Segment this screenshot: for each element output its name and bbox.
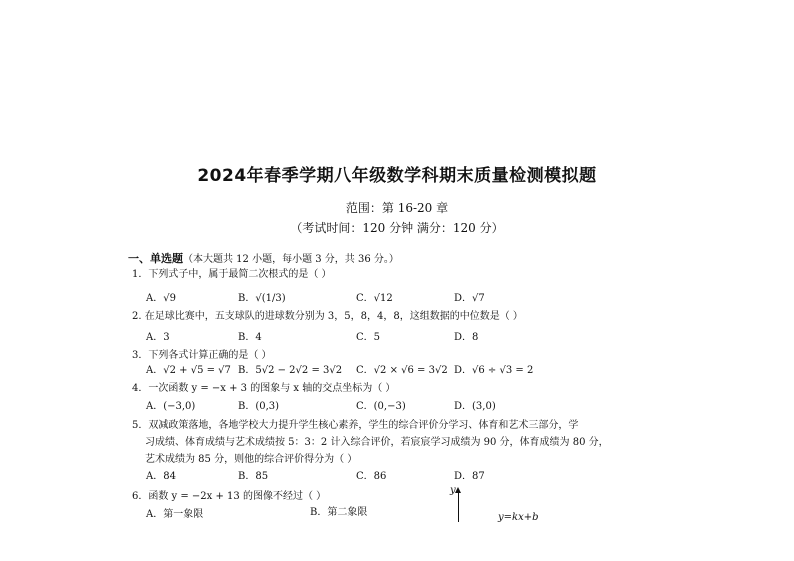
question-6-stem: 6．函数 y = −2x + 13 的图像不经过（ ） — [132, 491, 327, 502]
question-2-stem: 2. 在足球比赛中，五支球队的进球数分别为 3，5，8，4，8，这组数据的中位数是（ ） — [132, 311, 523, 322]
q1-option-a[interactable]: A．√9 — [146, 293, 176, 304]
q2-option-c[interactable]: C．5 — [356, 332, 381, 343]
q2-option-b[interactable]: B．4 — [238, 332, 262, 343]
q3-option-a[interactable]: A．√2 + √5 = √7 — [146, 365, 231, 376]
q5-option-a[interactable]: A．84 — [146, 471, 176, 482]
q3-option-d[interactable]: D．√6 ÷ √3 = 2 — [454, 365, 534, 376]
question-1-stem: 1．下列式子中，属于最简二次根式的是（ ） — [132, 269, 332, 280]
q4-option-c[interactable]: C．(0,−3) — [356, 401, 406, 412]
q6-option-a[interactable]: A．第一象限 — [146, 509, 204, 520]
y-axis-line — [458, 492, 459, 522]
q3-option-b[interactable]: B．5√2 − 2√2 = 3√2 — [238, 365, 343, 376]
q3-option-c[interactable]: C．√2 × √6 = 3√2 — [356, 365, 448, 376]
question-5-stem-line-1: 5．双减政策落地，各地学校大力提升学生核心素养，学生的综合评价分学习、体育和艺术三部分，学 — [132, 420, 579, 431]
line-equation-label: y=kx+b — [498, 512, 539, 523]
section-heading — [128, 250, 399, 266]
question-5-stem-line-3: 艺术成绩为 85 分，则他的综合评价得分为（ ） — [145, 454, 358, 465]
q6-option-b[interactable]: B．第二象限 — [310, 507, 368, 518]
q1-option-c[interactable]: C．√12 — [356, 293, 393, 304]
q4-option-d[interactable]: D．(3,0) — [454, 401, 496, 412]
q2-option-d[interactable]: D．8 — [454, 332, 479, 343]
y-axis-label: y — [450, 485, 456, 496]
q4-option-a[interactable]: A．(−3,0) — [146, 401, 196, 412]
q4-option-b[interactable]: B．(0,3) — [238, 401, 280, 412]
section-note: （本大题共 12 小题，每小题 3 分，共 36 分。） — [183, 254, 399, 265]
exam-scope: 范围：第 16-20 章 — [345, 201, 449, 215]
exam-info: （考试时间：120 分钟 满分：120 分） — [290, 221, 504, 235]
q1-option-b[interactable]: B．√(1/3) — [238, 293, 286, 304]
q2-option-a[interactable]: A．3 — [146, 332, 170, 343]
exam-title: 2024年春季学期八年级数学科期末质量检测模拟题 — [197, 166, 597, 186]
question-5-stem-line-2: 习成绩、体育成绩与艺术成绩按 5：3：2 计入综合评价，若宸宸学习成绩为 90 分，体育成绩为 80 分， — [145, 437, 609, 448]
q1-option-d[interactable]: D．√7 — [454, 293, 485, 304]
question-4-stem: 4．一次函数 y = −x + 3 的图象与 x 轴的交点坐标为（ ） — [132, 383, 396, 394]
q5-option-d[interactable]: D．87 — [454, 471, 485, 482]
q5-option-b[interactable]: B．85 — [238, 471, 269, 482]
question-3-stem: 3．下列各式计算正确的是（ ） — [132, 350, 272, 361]
q5-option-c[interactable]: C．86 — [356, 471, 387, 482]
section-title: 一、单选题 — [128, 252, 183, 265]
